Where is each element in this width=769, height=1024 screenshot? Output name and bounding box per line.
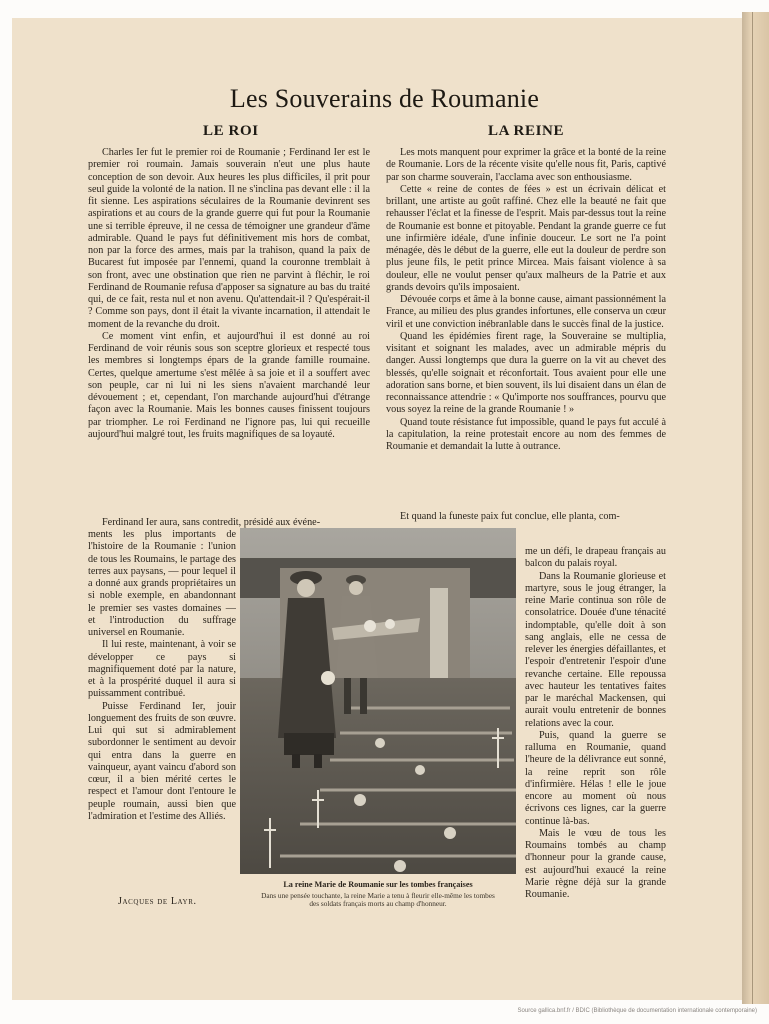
queen-lead-line: [386, 511, 666, 523]
source-credit: Source gallica.bnf.fr / BDIC (Bibliothèque de documentation internationale contemporaine): [517, 1008, 757, 1014]
king-article-top: [88, 147, 370, 441]
queen-paragraph: Quand toute résistance fut impossible, quand le pays fut acculé à la capitulation, la reine protestait encore au nom des femmes de Roumanie et demandait la lutte à outrance.: [386, 416, 666, 452]
queen-paragraph: Dans la Roumanie glorieuse et martyre, sous le joug étranger, la reine Marie continua son rôle de consolatrice. Douée d'une ténacité indomptable, qu'elle doit à son sang anglais, elle ne cessa de relever les énergies défaillantes, et l'espoir d'entretenir l'espoir d'une revanche certaine. Elle repoussa avec hauteur les tentatives faites par le maréchal Mackensen, qui aurait voulu entretenir de bonnes relations avec la cour.: [525, 570, 666, 729]
article-title: Les Souverains de Roumanie: [229, 84, 540, 113]
king-paragraph: Charles Ier fut le premier roi de Roumanie ; Ferdinand Ier est le premier roi roumain. Jamais souverain n'eut une plus haute conception de son devoir. Aux heures les plus difficiles, il prit pour seul guide la volonté de la nation. Il ne s'inclina pas devant elle : il la fit sienne. Les aspirations séculaires de la Roumanie devinrent ses aspirations et au cours de la grande guerre qui fut pour la Roumanie une si terrible épreuve, il ne cessa de témoigner une grandeur d'âme admirable. Quand le pays fut définitivement mis hors de combat, non par la force des armes, mais par la trahison, quand la paix de Bucarest fut imposée par l'ennemi, quand la couronne tremblait à son front, avec une obstination que rien ne parvint à fléchir, le roi Ferdinand de Roumanie refusa d'apposer sa signature au bas du traité qui, de ce fait, resta nul et non avenu. Qu'attendait-il ? Qu'espérait-il ? Comme son pays, dont il était la vivante incarnation, il attendait le moment de la revanche du droit.: [88, 147, 370, 330]
photo-monument: [430, 588, 448, 688]
queen-graves-photo: [240, 528, 516, 874]
page-fold-line: [752, 12, 753, 1004]
king-paragraph: Ce moment vint enfin, et aujourd'hui il est donné au roi Ferdinand de voir réunis sous son sceptre glorieux et respecté tous les membres si longtemps épars de la grande famille roumaine. Certes, quelque amertume s'est mêlée à sa joie et il a souffert avec son peuple, car ni lui ni les siens n'avaient marchandé leur dévouement ; et, cependant, l'on marchande aujourd'hui d'étrange façon avec la Roumanie. Mais les bonnes causes finissent toujours par triompher. Le roi Ferdinand ne l'ignore pas, lui qui recueille aujourd'hui malgré tout, les fruits magnifiques de sa loyauté.: [88, 330, 370, 440]
queen-paragraph: Puis, quand la guerre se ralluma en Roumanie, quand l'heure de la délivrance eut sonné, la reine reprit son rôle d'infirmière. Hélas ! elle le joue encore au moment où nous écrivons ces lignes, car la guerre continue là-bas.: [525, 729, 666, 827]
queen-paragraph: Et quand la funeste paix fut conclue, elle planta, com-: [400, 511, 620, 522]
photo-caption-title: La reine Marie de Roumanie sur les tombes françaises: [283, 880, 473, 889]
queen-paragraph: Cette « reine de contes de fées » est un écrivain délicat et brillant, une artiste au goût raffiné. Chez elle la beauté ne fait que rehausser l'éclat et la finesse de l'esprit. Mais par-dessus tout la reine de Roumanie est bonne et pitoyable. Pendant la grande guerre ce fut une infirmière idéale, d'une infinie douceur. Le sort ne l'a point ménagée, dès le début de la guerre, elle eut la douleur de perdre son plus jeune fils, le petit prince Mircea. Mais faisant violence à sa douleur, elle ne voulut penser qu'aux malheurs de la Patrie et aux grands devoirs qu'ils imposaient.: [386, 183, 666, 293]
right-column-heading: LA REINE: [488, 123, 565, 139]
photo-caption-text: Dans une pensée touchante, la reine Marie a tenu à fleurir elle-même les tombes des soldats français morts au champ d'honneur.: [261, 891, 495, 909]
king-paragraph: ments les plus importants de l'histoire de la Roumanie : l'union de tous les Roumains, le partage des terres aux paysans, — pour lequel il a donné aux grands propriétaires un si noble exemple, en abandonnant le premier ses vastes domaines — et l'introduction du suffrage universel en Roumanie.: [88, 529, 236, 638]
queen-article-top: [386, 147, 666, 453]
queen-paragraph: Quand les épidémies firent rage, la Souveraine se multiplia, visitant et soignant les malades, avec un admirable mépris du danger. Aussi longtemps que dura la guerre on la vit au chevet des blessés, qu'elle soignait et réconfortait. Tous avaient pour elle une adoration sans borne, et bien souvent, ils lui disaient dans un élan de reconnaissance attendrie : « Qu'importe nos souffrances, pourvu que vous soyez la reine de la grande Roumanie ! »: [386, 330, 666, 416]
left-column-heading: LE ROI: [203, 123, 259, 139]
king-paragraph: Il lui reste, maintenant, à voir se développer ce pays si magnifiquement doté par la nature, et à la prospérité duquel il aura si puissamment contribué.: [88, 639, 236, 700]
king-paragraph: Ferdinand Ier aura, sans contredit, présidé aux événe-: [102, 517, 321, 528]
queen-paragraph: Dévouée corps et âme à la bonne cause, aimant passionnément la France, au milieu des plus grandes infortunes, elle conserva un cœur viril et une conviction inébranlable dans le succès final de la justice.: [386, 294, 666, 330]
page-gutter: [742, 12, 769, 1004]
queen-article-side: [525, 546, 666, 901]
photo-illustration: [240, 528, 516, 874]
king-paragraph: Puisse Ferdinand Ier, jouir longuement des fruits de son œuvre. Lui qui sut si admirablement subordonner le sentiment au devoir qui entra dans la guerre en vainqueur, ayant vaincu d'abord son cœur, il a bien mérité certes le respect et l'amour dont l'entoure le peuple roumain, aussi bien que l'admiration et l'estime des Alliés.: [88, 700, 236, 822]
queen-paragraph: me un défi, le drapeau français au balcon du palais royal.: [525, 546, 666, 570]
queen-paragraph: Les mots manquent pour exprimer la grâce et la bonté de la reine de Roumanie. Lors de la récente visite qu'elle nous fit, Paris, captivé par son charme souverain, l'acclama avec son enthousiasme.: [386, 147, 666, 183]
author-signature: Jacques de Layr.: [118, 896, 197, 907]
queen-paragraph: Mais le vœu de tous les Roumains tombés au champ d'honneur pour la grande cause, est aujourd'hui exaucé la reine Marie règne déjà sur la grande Roumanie.: [525, 827, 666, 900]
king-article-side: [88, 529, 236, 823]
